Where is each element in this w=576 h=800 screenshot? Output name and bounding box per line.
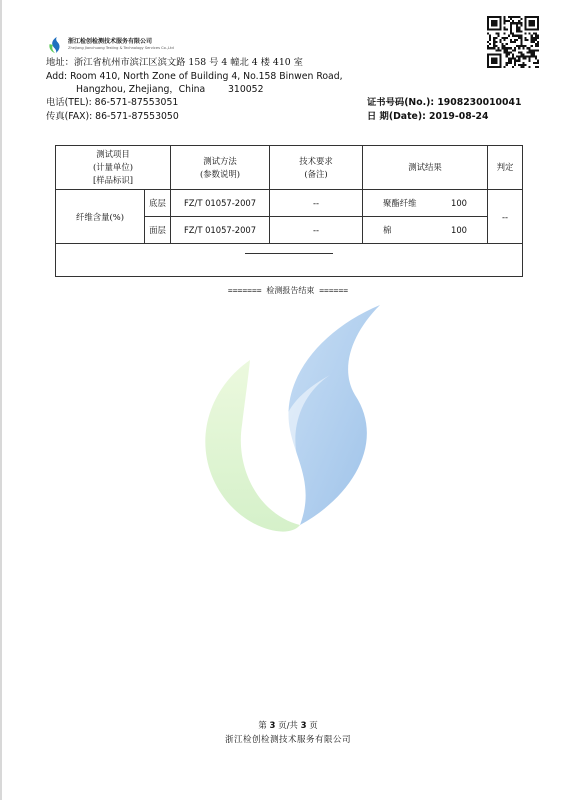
logo-icon: [46, 36, 64, 54]
header-test-method-line1: 测试方法: [203, 155, 237, 166]
postcode: 310052: [228, 84, 264, 95]
fax: 传真(FAX): 86-571-87553050: [46, 111, 179, 122]
header-test-item-line3: [样品标识]: [92, 175, 134, 185]
requirement-cell: --: [270, 217, 363, 244]
header-test-method-line2: (参数说明): [199, 168, 241, 179]
blank-row: [56, 244, 523, 277]
result-value: 100: [451, 198, 468, 208]
page-edge: [0, 0, 2, 800]
page-number: [0, 719, 576, 731]
logo-company-en: Zhejiang Jianchuang Testing & Technology Services Co.,Ltd: [68, 46, 174, 51]
end-rule-divider: [245, 253, 333, 254]
tel: 电话(TEL): 86-571-87553051: [46, 97, 179, 108]
page-total: 3: [300, 721, 307, 731]
test-result-table: [55, 145, 523, 277]
part-label: 底层: [145, 190, 171, 217]
judgement-cell: --: [488, 190, 523, 244]
company-logo: [46, 36, 174, 54]
result-fiber: 聚酯纤维: [383, 198, 417, 208]
logo-company-cn: 浙江检创检测技术服务有限公司: [68, 38, 153, 46]
page-mid: 页/共: [278, 721, 298, 731]
item-fiber-content: 纤维含量(%): [56, 190, 145, 244]
header-test-item-line2: (计量单位): [92, 162, 134, 172]
header-judgement-line1: 判定: [496, 162, 514, 172]
method-cell: FZ/T 01057-2007: [171, 190, 270, 217]
address-en-line2: Hangzhou, Zhejiang，China: [76, 84, 206, 95]
qr-code-icon: [487, 16, 539, 68]
header-requirement-line1: 技术要求: [299, 155, 333, 166]
address-cn: 地址：浙江省杭州市滨江区滨文路 158 号 4 幢北 4 楼 410 室: [46, 57, 303, 68]
result-fiber: 棉: [383, 225, 392, 235]
requirement-cell: --: [270, 190, 363, 217]
certificate-number: 证书号码(No.): 1908230010041: [367, 97, 522, 108]
part-label: 面层: [145, 217, 171, 244]
page-current: 3: [269, 721, 276, 731]
header-judgement: [488, 146, 523, 190]
page-prefix: 第: [258, 721, 267, 731]
header-requirement: [270, 146, 363, 190]
header-test-method: [171, 146, 270, 190]
method-cell: FZ/T 01057-2007: [171, 217, 270, 244]
report-end-marker: ======= 检测报告结束 ======: [227, 286, 349, 295]
header-test-result: [363, 146, 488, 190]
table-row: [56, 190, 523, 217]
result-cell: [363, 217, 488, 244]
result-cell: [363, 190, 488, 217]
header-test-result-line1: 测试结果: [408, 162, 442, 172]
footer-company: 浙江检创检测技术服务有限公司: [224, 735, 351, 745]
header-requirement-line2: (备注): [304, 168, 328, 179]
watermark-logo: [180, 300, 400, 540]
page-suffix: 页: [309, 721, 318, 731]
address-en-line1: Add: Room 410, North Zone of Building 4, No.158 Binwen Road,: [46, 71, 343, 82]
report-date: 日 期(Date): 2019-08-24: [367, 111, 489, 122]
header-test-item: [56, 146, 171, 190]
header-test-item-line1: 测试项目: [96, 149, 130, 159]
result-value: 100: [451, 225, 468, 235]
